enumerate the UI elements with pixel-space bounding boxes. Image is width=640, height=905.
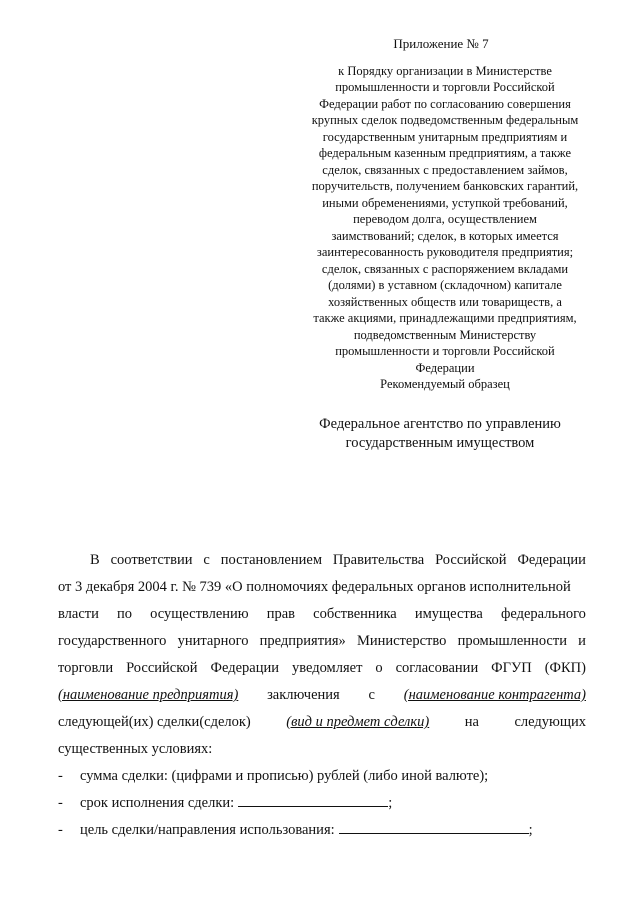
sample-label: Рекомендуемый образец [380,377,510,391]
word: Министерство [356,633,447,649]
notification-body [58,550,586,847]
appendix-line: государственным унитарным предприятиям и [322,129,568,144]
word: с [368,687,375,703]
word: имущества [414,606,483,622]
word: уведомляет [291,660,363,676]
text-line [58,658,586,685]
word: промышленности [457,633,567,649]
appendix-header [295,36,595,393]
list-item-end: ; [388,795,393,811]
appendix-line: крупных сделок подведомственным федеральным [311,113,579,127]
list-item-end: ; [528,822,533,838]
word: собственника [313,606,397,622]
word: соответствии [110,552,193,568]
text-line [58,577,586,604]
word: ФГУП [491,660,532,676]
list-item [58,793,586,820]
list-item [58,820,586,847]
appendix-line: Федерации работ по согласованию совершения [319,96,571,111]
appendix-line: федеральным казенным предприятиям, а также [318,146,572,160]
spacer [295,53,595,63]
word: власти [58,606,99,622]
placeholder-deal-type: (вид и предмет сделки) [286,714,430,730]
word: прав [266,606,296,622]
appendix-line: промышленности и торговли Российской [335,344,555,358]
appendix-line: поручительств, получением банковских гарантий, [311,179,579,193]
addressee-block [280,415,600,453]
word: о [375,660,383,676]
word: на [464,714,479,730]
appendix-line: подведомственным Министерству [353,327,537,342]
text-line [58,712,586,739]
word: федерального [500,606,586,622]
text-line [58,550,586,577]
word: Российской [435,552,507,568]
line-text: существенных условиях: [58,741,213,757]
word: государственного [58,633,167,649]
appendix-line: переводом долга, осуществлением [353,212,537,226]
word: следующих [514,714,586,730]
placeholder-counterparty-name: (наименование контрагента) [403,687,586,703]
word: Федерации [210,660,279,676]
word: торговли [58,660,114,676]
appendix-line: заинтересованность руководителя предприятия; [316,245,574,259]
appendix-line: также акциями, принадлежащими предприятиям, [313,311,577,325]
word: предприятия» [259,633,346,649]
list-item [58,766,586,793]
appendix-line: иными обременениями, уступкой требований, [322,195,568,210]
appendix-title: Приложение № 7 [393,36,489,51]
word: осуществлению [150,606,249,622]
text-line [58,631,586,658]
appendix-line: к Порядку организации в Министерстве [338,63,552,78]
fill-in-blank[interactable] [238,793,388,807]
word: заключения [267,687,340,703]
text-line [58,739,586,766]
word: по [116,606,132,622]
appendix-line: заимствований; сделок, в которых имеется [331,228,559,243]
addressee-line: государственным имуществом [345,435,535,451]
word: унитарного [177,633,249,649]
list-item-text: цель сделки/направления использования: [80,822,335,838]
appendix-line: (долями) в уставном (складочном) капитале [328,278,562,292]
text-line [58,604,586,631]
word: Федерации [517,552,586,568]
addressee-line: Федеральное агентство по управлению [319,416,561,432]
fill-in-blank[interactable] [339,820,529,834]
word: с [203,552,210,568]
line-start: следующей(их) сделки(сделок) [58,714,251,730]
appendix-line: Федерации [415,360,475,375]
text-line [58,685,586,712]
list-dash: - [58,822,63,838]
word: согласовании [395,660,479,676]
appendix-line: промышленности и торговли Российской [335,80,555,94]
word: и [578,633,586,649]
appendix-line: сделок, связанных с предоставлением займов, [322,162,568,177]
word: (ФКП) [544,660,586,676]
word: Российской [126,660,198,676]
list-dash: - [58,795,63,811]
list-item-text: сумма сделки: (цифрами и прописью) рублей (либо иной валюте); [80,768,489,784]
list-item-text: срок исполнения сделки: [80,795,235,811]
word: постановлением [220,552,322,568]
line-text: от 3 декабря 2004 г. № 739 «О полномочиях федеральных органов исполнительной [58,579,571,595]
word: В [90,552,100,568]
list-dash: - [58,768,63,784]
placeholder-enterprise-name: (наименование предприятия) [58,687,239,703]
appendix-line: хозяйственных обществ или товариществ, а [328,294,562,309]
word: Правительства [332,552,425,568]
appendix-line: сделок, связанных с распоряжением вкладами [321,261,569,276]
